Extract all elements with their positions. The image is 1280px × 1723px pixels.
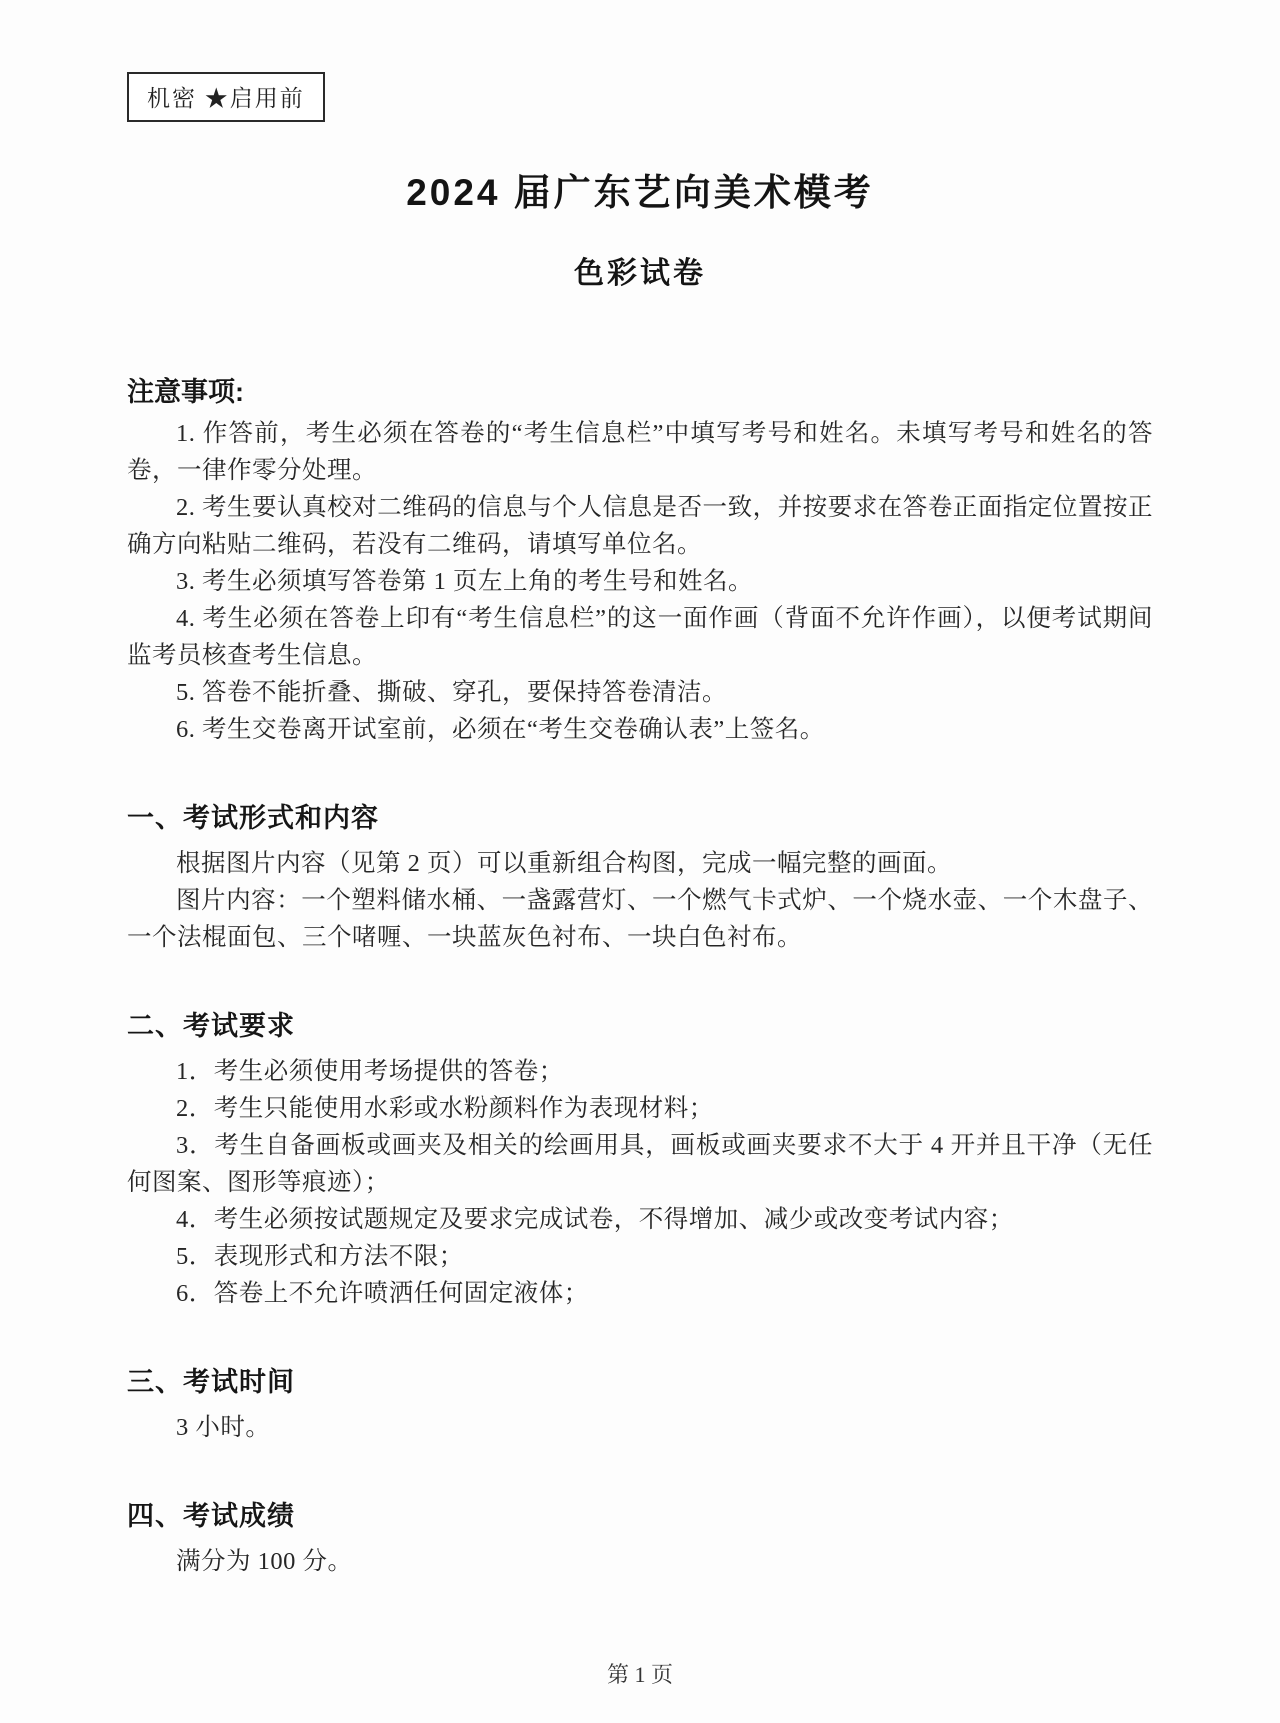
notice-item: 1. 作答前，考生必须在答卷的“考生信息栏”中填写考号和姓名。未填写考号和姓名的答卷，一律作零分处理。 xyxy=(127,420,1153,484)
notice-item: 4. 考生必须在答卷上印有“考生信息栏”的这一面作画（背面不允许作画），以便考试期间监考员核查考生信息。 xyxy=(127,605,1153,669)
section-heading-exam-time: 三、考试时间 xyxy=(127,1367,295,1397)
section-heading-exam-requirements: 二、考试要求 xyxy=(127,1011,295,1041)
requirement-item: 1．考生必须使用考场提供的答卷； xyxy=(176,1058,564,1085)
document-body xyxy=(127,370,1153,1580)
requirement-item: 2．考生只能使用水彩或水粉颜料作为表现材料； xyxy=(176,1095,714,1122)
notice-item: 6. 考生交卷离开试室前，必须在“考生交卷确认表”上签名。 xyxy=(176,716,825,743)
section-paragraph: 图片内容：一个塑料储水桶、一盏露营灯、一个燃气卡式炉、一个烧水壶、一个木盘子、一个法棍面包、三个啫喱、一块蓝灰色衬布、一块白色衬布。 xyxy=(127,887,1153,951)
notice-item: 5. 答卷不能折叠、撕破、穿孔，要保持答卷清洁。 xyxy=(176,679,727,706)
page-subtitle: 色彩试卷 xyxy=(574,257,706,290)
requirement-item: 3．考生自备画板或画夹及相关的绘画用具，画板或画夹要求不大于 4 开并且干净（无任何图案、图形等痕迹）； xyxy=(127,1132,1153,1196)
notice-item: 3. 考生必须填写答卷第 1 页左上角的考生号和姓名。 xyxy=(176,568,753,595)
page-number: 第 1 页 xyxy=(606,1662,673,1687)
requirement-item: 4．考生必须按试题规定及要求完成试卷，不得增加、减少或改变考试内容； xyxy=(176,1206,1014,1233)
section-paragraph: 根据图片内容（见第 2 页）可以重新组合构图，完成一幅完整的画面。 xyxy=(176,850,952,877)
notice-item: 2. 考生要认真校对二维码的信息与个人信息是否一致，并按要求在答卷正面指定位置按正确方向粘贴二维码，若没有二维码，请填写单位名。 xyxy=(127,494,1153,558)
page-title: 2024 届广东艺向美术模考 xyxy=(406,172,874,213)
requirement-item: 6．答卷上不允许喷洒任何固定液体； xyxy=(176,1280,589,1307)
notice-heading: 注意事项: xyxy=(127,377,244,407)
requirement-item: 5．表现形式和方法不限； xyxy=(176,1243,464,1270)
classification-box: 机密 ★启用前 xyxy=(127,72,325,122)
title-block xyxy=(127,162,1153,292)
section-heading-exam-form: 一、考试形式和内容 xyxy=(127,803,379,833)
section-paragraph: 3 小时。 xyxy=(176,1414,271,1441)
section-heading-exam-score: 四、考试成绩 xyxy=(127,1501,295,1531)
section-paragraph: 满分为 100 分。 xyxy=(176,1548,353,1575)
